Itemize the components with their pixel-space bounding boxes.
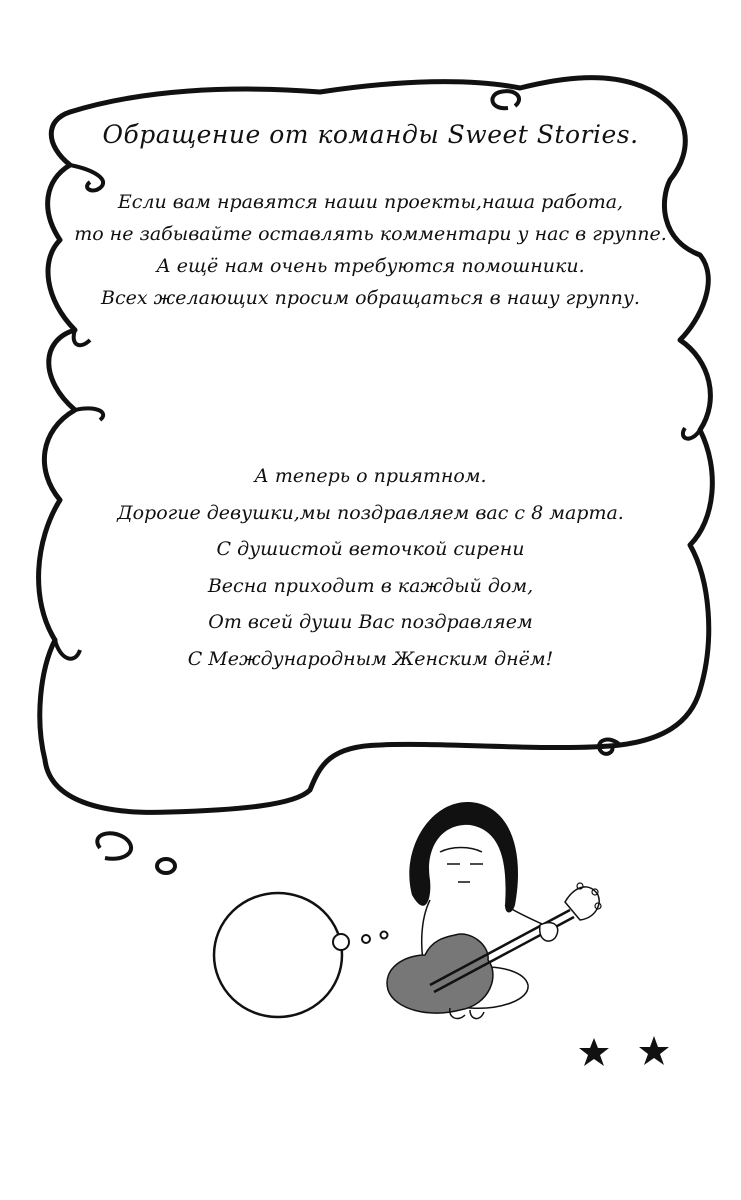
girl-thought-bubble <box>214 893 342 1017</box>
greeting-text <box>0 458 741 677</box>
guitar-body <box>387 934 493 1013</box>
girl-thought-dot-3 <box>381 932 388 939</box>
curl-bottom-left <box>97 833 131 859</box>
girl-hand <box>540 923 558 941</box>
star-icon-2 <box>639 1036 669 1065</box>
girl-with-guitar <box>387 802 601 1019</box>
curl-left-low <box>75 408 103 420</box>
guitar-head <box>565 887 599 920</box>
star-icon <box>579 1038 609 1066</box>
appeal-line-3: А ещё нам очень требуются помошники. <box>156 255 585 277</box>
curl-right-mid <box>683 428 700 439</box>
greeting-line-1: А теперь о приятном. <box>254 465 487 487</box>
girl-thought-dot-1 <box>333 934 349 950</box>
appeal-line-1: Если вам нравятся наши проекты,наша работа, <box>117 191 624 213</box>
greeting-line-2: Дорогие девушки,мы поздравляем вас с 8 марта. <box>117 501 624 524</box>
greeting-line-5: От всей души Вас поздравляем <box>208 611 533 633</box>
thought-dot-large <box>157 859 175 873</box>
appeal-line-2: то не забывайте оставлять комментари у нас в группе. <box>74 223 667 245</box>
girl-eyes <box>447 864 483 882</box>
curl-top-right <box>492 91 519 108</box>
greeting-line-3: С душистой веточкой сирени <box>216 538 525 560</box>
girl-thought-dot-2 <box>362 935 370 943</box>
girl-hair <box>409 802 518 913</box>
girl-face <box>440 848 482 853</box>
greeting-line-4: Весна приходит в каждый дом, <box>207 574 534 597</box>
appeal-text <box>0 186 741 314</box>
page-title: Обращение от команды Sweet Stories. <box>102 120 639 149</box>
curl-left-mid <box>74 330 90 345</box>
appeal-line-4: Всех желающих просим обращаться в нашу группу. <box>101 287 640 309</box>
greeting-line-6: С Международным Женским днём! <box>187 647 554 670</box>
